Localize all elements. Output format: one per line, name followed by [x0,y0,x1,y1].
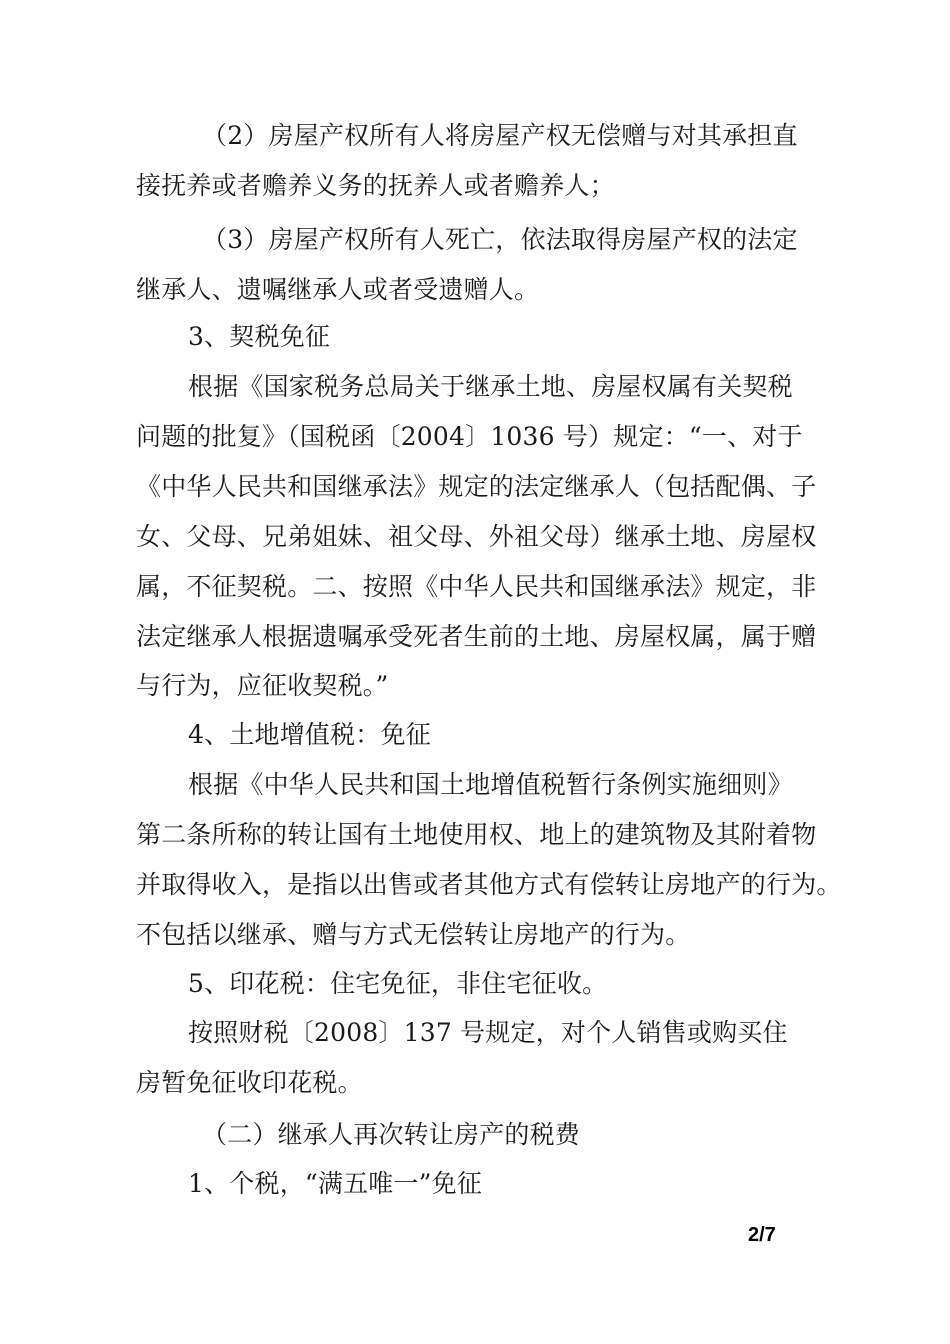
text-line: 根据《中华人民共和国土地增值税暂行条例实施细则》 [188,770,793,799]
text-line: 与行为，应征收契税。” [136,671,389,700]
text-line: 《中华人民共和国继承法》规定的法定继承人（包括配偶、子 [136,472,817,501]
text-line: 女、父母、兄弟姐妹、祖父母、外祖父母）继承土地、房屋权 [136,522,817,551]
text-line: （2）房屋产权所有人将房屋产权无偿赠与对其承担直 [202,121,798,150]
text-line: 不包括以继承、赠与方式无偿转让房地产的行为。 [136,920,691,949]
text-line: 问题的批复》（国税函〔2004〕1036 号）规定：“一、对于 [136,422,803,451]
text-line: 按照财税〔2008〕137 号规定，对个人销售或购买住 [188,1018,788,1047]
page-number: 2/7 [748,1224,776,1246]
text-line: 房暂免征收印花税。 [136,1068,363,1097]
text-line: 并取得收入，是指以出售或者其他方式有偿转让房地产的行为。 [136,870,842,899]
section-heading: 1、个税，“满五唯一”免征 [188,1169,483,1198]
text-line: （3）房屋产权所有人死亡，依法取得房屋产权的法定 [202,225,798,254]
text-line: 接抚养或者赡养义务的抚养人或者赡养人； [136,171,615,200]
section-heading: 3、契税免征 [188,322,331,351]
section-heading: （二）继承人再次转让房产的税费 [202,1120,581,1149]
text-line: 第二条所称的转让国有土地使用权、地上的建筑物及其附着物 [136,820,817,849]
section-heading: 4、土地增值税：免征 [188,720,431,749]
text-line: 法定继承人根据遗嘱承受死者生前的土地、房屋权属，属于赠 [136,622,817,651]
text-line: 根据《国家税务总局关于继承土地、房屋权属有关契税 [188,372,793,401]
section-heading: 5、印花税：住宅免征，非住宅征收。 [188,969,608,998]
text-line: 继承人、遗嘱继承人或者受遗赠人。 [136,275,540,304]
text-line: 属，不征契税。二、按照《中华人民共和国继承法》规定，非 [136,572,817,601]
